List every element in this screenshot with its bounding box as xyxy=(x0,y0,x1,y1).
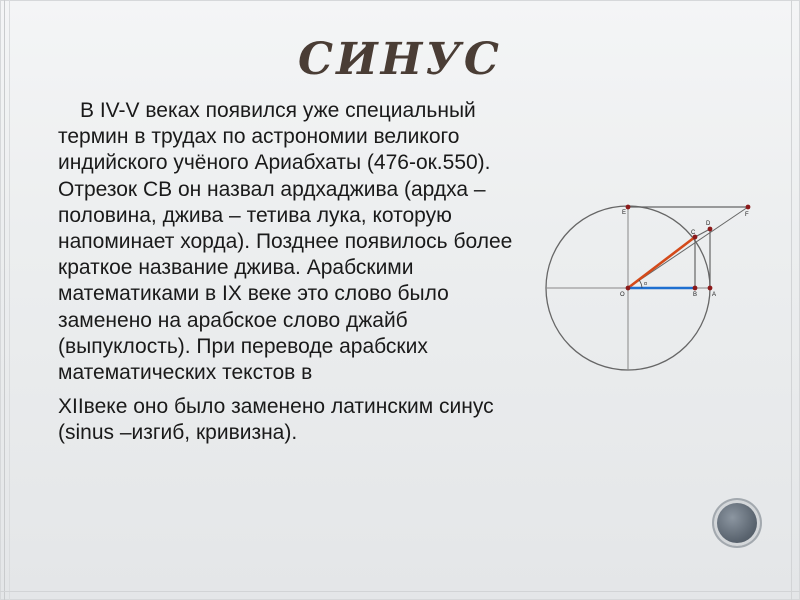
unit-circle-diagram xyxy=(544,203,756,383)
frame-line-bottom xyxy=(0,591,800,592)
segment-cd xyxy=(695,229,710,237)
label-a: A xyxy=(712,292,717,298)
point-e xyxy=(626,205,631,210)
slide-body xyxy=(58,98,538,447)
paragraph-latin: XIIвеке оно было заменено латинским синус (sinus –изгиб, кривизна). xyxy=(58,395,494,445)
point-d xyxy=(708,227,713,232)
frame-line-left xyxy=(4,0,5,600)
slide-title: СИНУС xyxy=(298,34,502,85)
label-b: B xyxy=(693,292,698,298)
label-angle: α xyxy=(644,281,647,287)
label-d: D xyxy=(706,221,711,227)
label-o: O xyxy=(620,292,625,298)
point-b xyxy=(693,286,698,291)
frame-line-right xyxy=(791,0,792,600)
navigation-button[interactable] xyxy=(714,500,760,546)
point-f xyxy=(746,205,751,210)
paragraph-history: В IV-V веках появился уже специальный термин в трудах по астрономии великого индийского учёного Ариабхаты (476-ок.550). Отрезок СВ он назвал ардхаджива (ардха –половина, джива – тетива лука, которую напоминает хорда). Позднее появилось более краткое название джива. Арабскими математиками в IX веке это слово было заменено на арабское слово джайб (выпуклость). При переводе арабских математических текстов в xyxy=(58,99,513,385)
frame-line-left-inner xyxy=(9,0,10,600)
point-a xyxy=(708,286,713,291)
label-f: F xyxy=(745,212,749,218)
label-e: E xyxy=(622,210,627,216)
point-o xyxy=(626,286,631,291)
label-c: C xyxy=(691,230,696,236)
radius-oc xyxy=(628,237,695,288)
